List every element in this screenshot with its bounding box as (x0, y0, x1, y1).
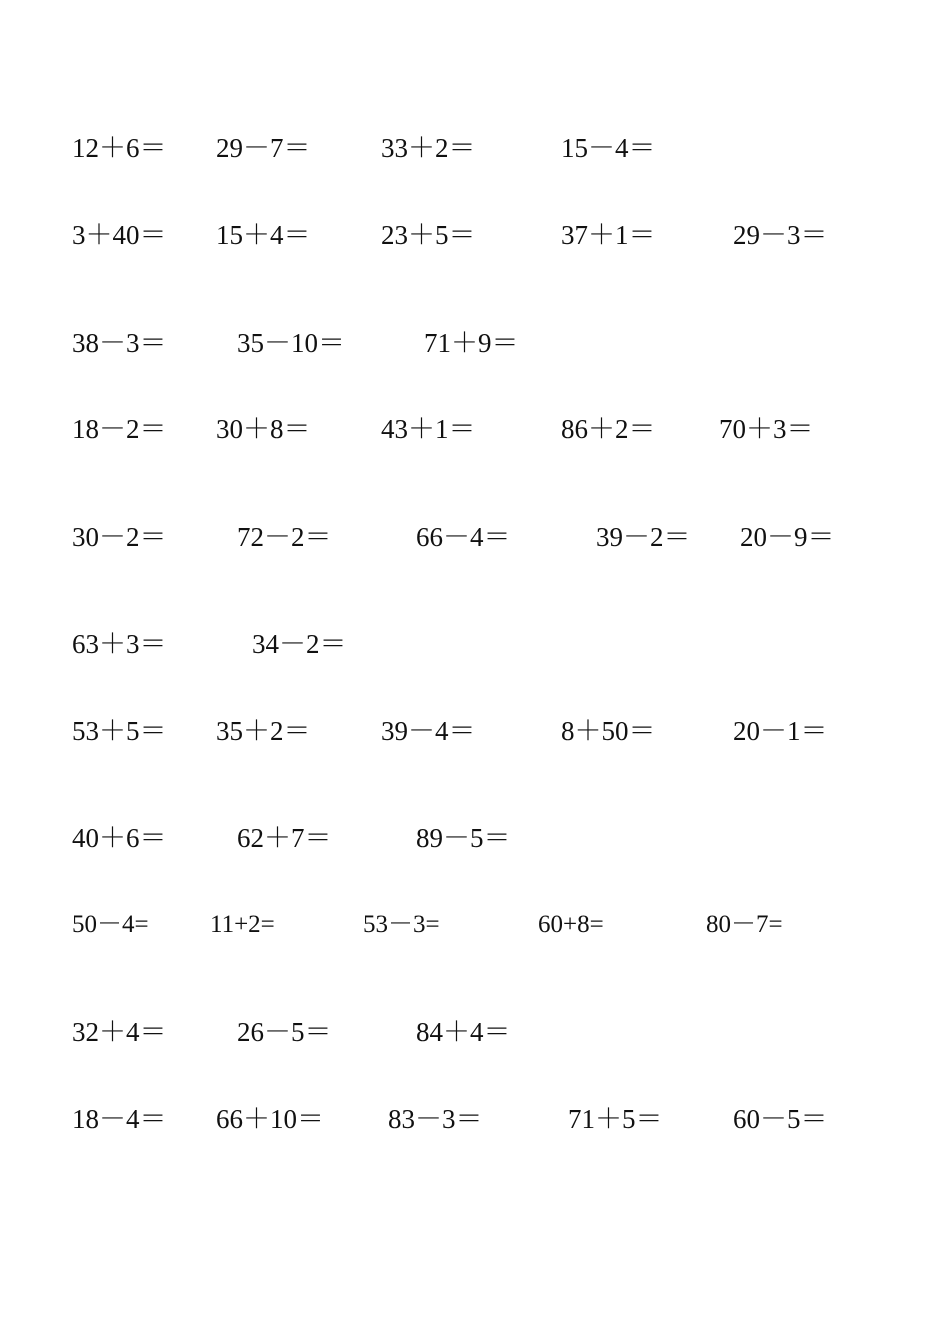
math-problem: 71＋9＝ (424, 328, 519, 358)
math-problem: 33＋2＝ (381, 133, 476, 163)
math-problem: 71＋5＝ (568, 1104, 663, 1134)
math-problem: 11+2= (210, 911, 275, 938)
math-problem: 60－5＝ (733, 1104, 828, 1134)
math-problem: 23＋5＝ (381, 220, 476, 250)
math-problem: 80－7= (706, 911, 783, 938)
math-problem: 34－2＝ (252, 629, 347, 659)
math-problem: 66＋10＝ (216, 1104, 324, 1134)
math-problem: 15＋4＝ (216, 220, 311, 250)
math-problem: 89－5＝ (416, 823, 511, 853)
math-problem: 66－4＝ (416, 522, 511, 552)
math-problem: 15－4＝ (561, 133, 656, 163)
problem-row (0, 711, 950, 751)
problem-row (0, 215, 950, 255)
math-problem: 39－4＝ (381, 716, 476, 746)
math-problem: 8＋50＝ (561, 716, 656, 746)
problem-row (0, 323, 950, 363)
math-problem: 53－3= (363, 911, 440, 938)
math-problem: 30＋8＝ (216, 414, 311, 444)
problem-row (0, 517, 950, 557)
math-problem: 43＋1＝ (381, 414, 476, 444)
math-problem: 86＋2＝ (561, 414, 656, 444)
problem-row (0, 128, 950, 168)
math-problem: 18－4＝ (72, 1104, 167, 1134)
math-problem: 63＋3＝ (72, 629, 167, 659)
math-problem: 72－2＝ (237, 522, 332, 552)
math-problem: 12＋6＝ (72, 133, 167, 163)
math-problem: 53＋5＝ (72, 716, 167, 746)
math-problem: 18－2＝ (72, 414, 167, 444)
math-problem: 40＋6＝ (72, 823, 167, 853)
math-problem: 29－3＝ (733, 220, 828, 250)
math-problem: 32＋4＝ (72, 1017, 167, 1047)
problem-row (0, 818, 950, 858)
math-problem: 20－1＝ (733, 716, 828, 746)
problem-row (0, 905, 950, 945)
math-problem: 3＋40＝ (72, 220, 167, 250)
math-problem: 62＋7＝ (237, 823, 332, 853)
math-problem: 83－3＝ (388, 1104, 483, 1134)
problem-row (0, 409, 950, 449)
math-problem: 38－3＝ (72, 328, 167, 358)
math-problem: 20－9＝ (740, 522, 835, 552)
math-problem: 50－4= (72, 911, 149, 938)
problem-row (0, 1012, 950, 1052)
math-problem: 29－7＝ (216, 133, 311, 163)
problem-row (0, 1099, 950, 1139)
math-problem: 37＋1＝ (561, 220, 656, 250)
problem-row (0, 624, 950, 664)
math-problem: 60+8= (538, 911, 604, 938)
math-problem: 30－2＝ (72, 522, 167, 552)
math-problem: 39－2＝ (596, 522, 691, 552)
math-problem: 26－5＝ (237, 1017, 332, 1047)
math-problem: 35－10＝ (237, 328, 345, 358)
math-problem: 35＋2＝ (216, 716, 311, 746)
math-problem: 70＋3＝ (719, 414, 814, 444)
math-problem: 84＋4＝ (416, 1017, 511, 1047)
